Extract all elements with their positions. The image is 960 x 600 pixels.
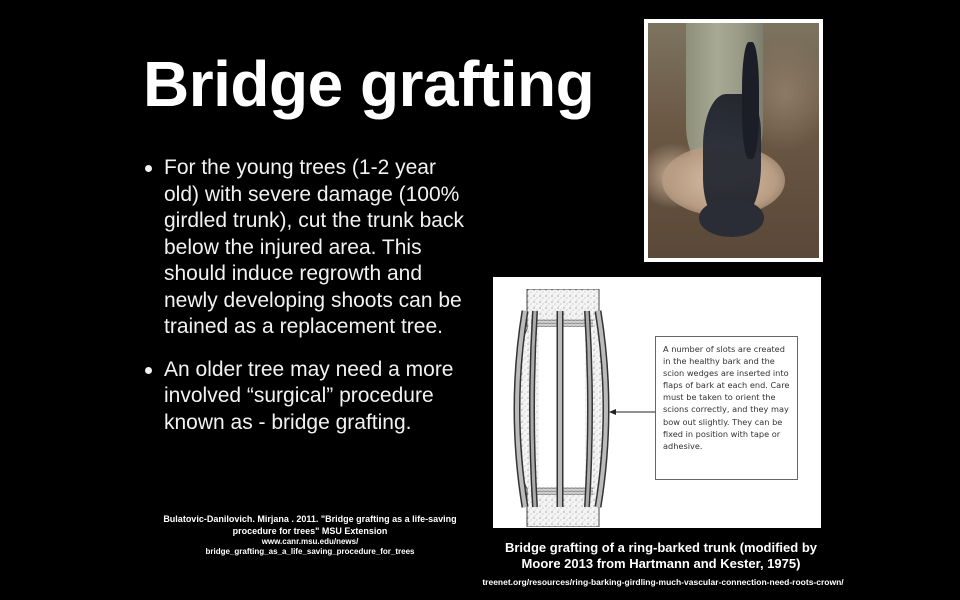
- citation-reference: Bulatovic-Danilovich. Mirjana . 2011. "Bridge grafting as a life-saving procedure for trees" MSU Extension: [163, 514, 457, 536]
- bullet-item: [144, 155, 474, 341]
- slide-title: Bridge grafting: [143, 48, 595, 120]
- photo-image: [648, 23, 819, 258]
- bullet-dot-icon: [145, 165, 152, 172]
- caption-title: Bridge grafting of a ring-barked trunk (modified by Moore 2013 from Hartmann and Kester, 1975): [504, 540, 817, 571]
- bullet-text: For the young trees (1-2 year old) with severe damage (100% girdled trunk), cut the trunk back below the injured area. This should induce regrowth and newly developing shoots can be trained as a replacement tree.: [164, 156, 464, 338]
- citation: [150, 513, 470, 557]
- trunk-illustration-icon: [503, 289, 621, 527]
- citation-url-path: bridge_grafting_as_a_life_saving_procedure_for_trees: [205, 547, 415, 556]
- bullet-item: [144, 357, 474, 437]
- bullet-text: An older tree may need a more involved “surgical” procedure known as - bridge grafting.: [164, 357, 454, 434]
- tree-damage-photo: [644, 19, 823, 262]
- diagram-annotation: A number of slots are created in the healthy bark and the scion wedges are inserted into flaps of bark at each end. Care must be taken to orient the scions correctly, and they may bow out slightly. They can be fixed in position with tape or adhesive.: [655, 336, 798, 480]
- citation-url: www.canr.msu.edu/news/: [261, 537, 359, 546]
- bridge-graft-diagram: [493, 277, 821, 528]
- pointer-arrow-icon: [609, 408, 655, 416]
- photo-tar-drip: [742, 42, 759, 160]
- diagram-caption: [482, 540, 844, 589]
- photo-tar-pool: [699, 199, 764, 237]
- caption-source-url: treenet.org/resources/ring-barking-girdling-much-vascular-connection-need-roots-crown/: [482, 577, 844, 587]
- bullet-list: [144, 155, 474, 436]
- bullet-dot-icon: [145, 367, 152, 374]
